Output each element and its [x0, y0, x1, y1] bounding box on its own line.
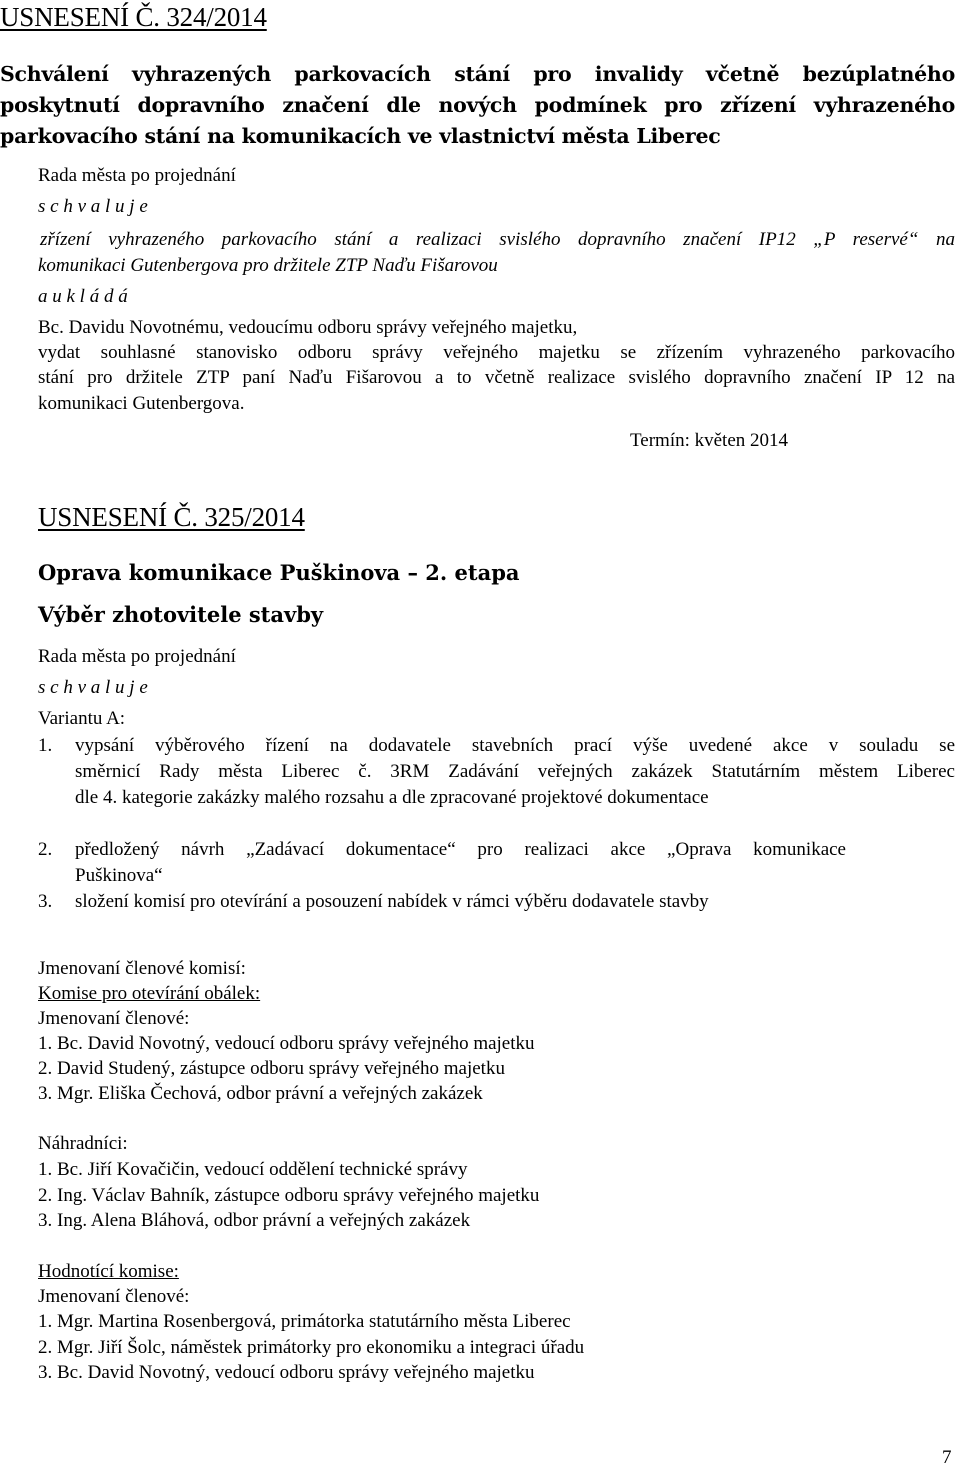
approves-label: s c h v a l u j e — [38, 196, 148, 217]
item-3-number: 3. — [38, 891, 53, 912]
evaluation-member-1: 1. Mgr. Martina Rosenbergová, primátorka statutárního města Liberec — [38, 1311, 571, 1332]
approves-label-325: s c h v a l u j e — [38, 677, 148, 698]
evaluation-commission-title: Hodnotící komise: — [38, 1261, 179, 1282]
variant-label: Variantu A: — [38, 708, 126, 729]
substitute-3: 3. Ing. Alena Bláhová, odbor právní a veřejných zakázek — [38, 1210, 471, 1231]
resolution-324-title-line-1: Schválení vyhrazených parkovacích stání pro invalidy včetně bezúplatného — [0, 62, 955, 86]
opening-member-2: 2. David Studený, zástupce odboru správy veřejného majetku — [38, 1058, 505, 1079]
task-text-line-2: vydat souhlasné stanovisko odboru správy veřejného majetku se zřízením vyhrazeného parkovacího — [38, 342, 955, 363]
resolution-324-title-line-2: poskytnutí dopravního značení dle nových podmínek pro zřízení vyhrazeného — [0, 93, 955, 117]
members-heading: Jmenovaní členové komisí: — [38, 958, 246, 979]
item-2-number: 2. — [38, 839, 53, 860]
resolution-325-subtitle: Výběr zhotovitele stavby — [38, 602, 324, 627]
page-number: 7 — [942, 1447, 952, 1468]
item-1-line-1: vypsání výběrového řízení na dodavatele stavebních prací výše uvedené akce v souladu se — [75, 735, 955, 756]
evaluation-member-3: 3. Bc. David Novotný, vedoucí odboru správy veřejného majetku — [38, 1362, 535, 1383]
opening-member-1: 1. Bc. David Novotný, vedoucí odboru správy veřejného majetku — [38, 1033, 535, 1054]
item-2-line-2: Puškinova“ — [75, 865, 163, 886]
item-1-number: 1. — [38, 735, 53, 756]
resolution-325-heading: USNESENÍ Č. 325/2014 — [38, 502, 305, 532]
opening-members-label: Jmenovaní členové: — [38, 1008, 190, 1029]
approval-text-line-1: zřízení vyhrazeného parkovacího stání a realizaci svislého dopravního značení IP12 „P reservé“ na — [40, 229, 955, 250]
substitutes-label: Náhradníci: — [38, 1133, 128, 1154]
item-1-line-2: směrnicí Rady města Liberec č. 3RM Zadávání veřejných zakázek Statutárním městem Liberec — [75, 761, 955, 782]
council-intro: Rada města po projednání — [38, 165, 236, 186]
evaluation-member-2: 2. Mgr. Jiří Šolc, náměstek primátorky pro ekonomiku a integraci úřadu — [38, 1337, 585, 1358]
council-intro-325: Rada města po projednání — [38, 646, 236, 667]
substitute-2: 2. Ing. Václav Bahník, zástupce odboru správy veřejného majetku — [38, 1185, 540, 1206]
item-2-line-1: předložený návrh „Zadávací dokumentace“ pro realizaci akce „Oprava komunikace — [75, 839, 846, 860]
task-text-line-4: komunikaci Gutenbergova. — [38, 393, 245, 414]
item-1-line-3: dle 4. kategorie zakázky malého rozsahu a dle zpracované projektové dokumentace — [75, 787, 709, 808]
evaluation-members-label: Jmenovaní členové: — [38, 1286, 190, 1307]
task-text-line-3: stání pro držitele ZTP paní Naďu Fišarovou a to včetně realizace svislého dopravního značení IP 12 na — [38, 367, 955, 388]
approval-text-line-2: komunikaci Gutenbergova pro držitele ZTP Naďu Fišarovou — [38, 255, 498, 276]
item-3-line-1: složení komisí pro otevírání a posouzení nabídek v rámci výběru dodavatele stavby — [75, 891, 709, 912]
deadline: Termín: květen 2014 — [630, 430, 789, 451]
task-text-line-1: Bc. Davidu Novotnému, vedoucímu odboru správy veřejného majetku, — [38, 317, 578, 338]
opening-commission-title: Komise pro otevírání obálek: — [38, 983, 261, 1004]
resolution-325-title: Oprava komunikace Puškinova – 2. etapa — [38, 560, 520, 585]
opening-member-3: 3. Mgr. Eliška Čechová, odbor právní a veřejných zakázek — [38, 1083, 483, 1104]
resolution-324-title-line-3: parkovacího stání na komunikacích ve vlastnictví města Liberec — [0, 124, 721, 148]
resolution-324-heading: USNESENÍ Č. 324/2014 — [0, 2, 267, 32]
substitute-1: 1. Bc. Jiří Kovačičin, vedoucí oddělení technické správy — [38, 1159, 468, 1180]
instructs-label: a u k l á d á — [38, 286, 128, 307]
